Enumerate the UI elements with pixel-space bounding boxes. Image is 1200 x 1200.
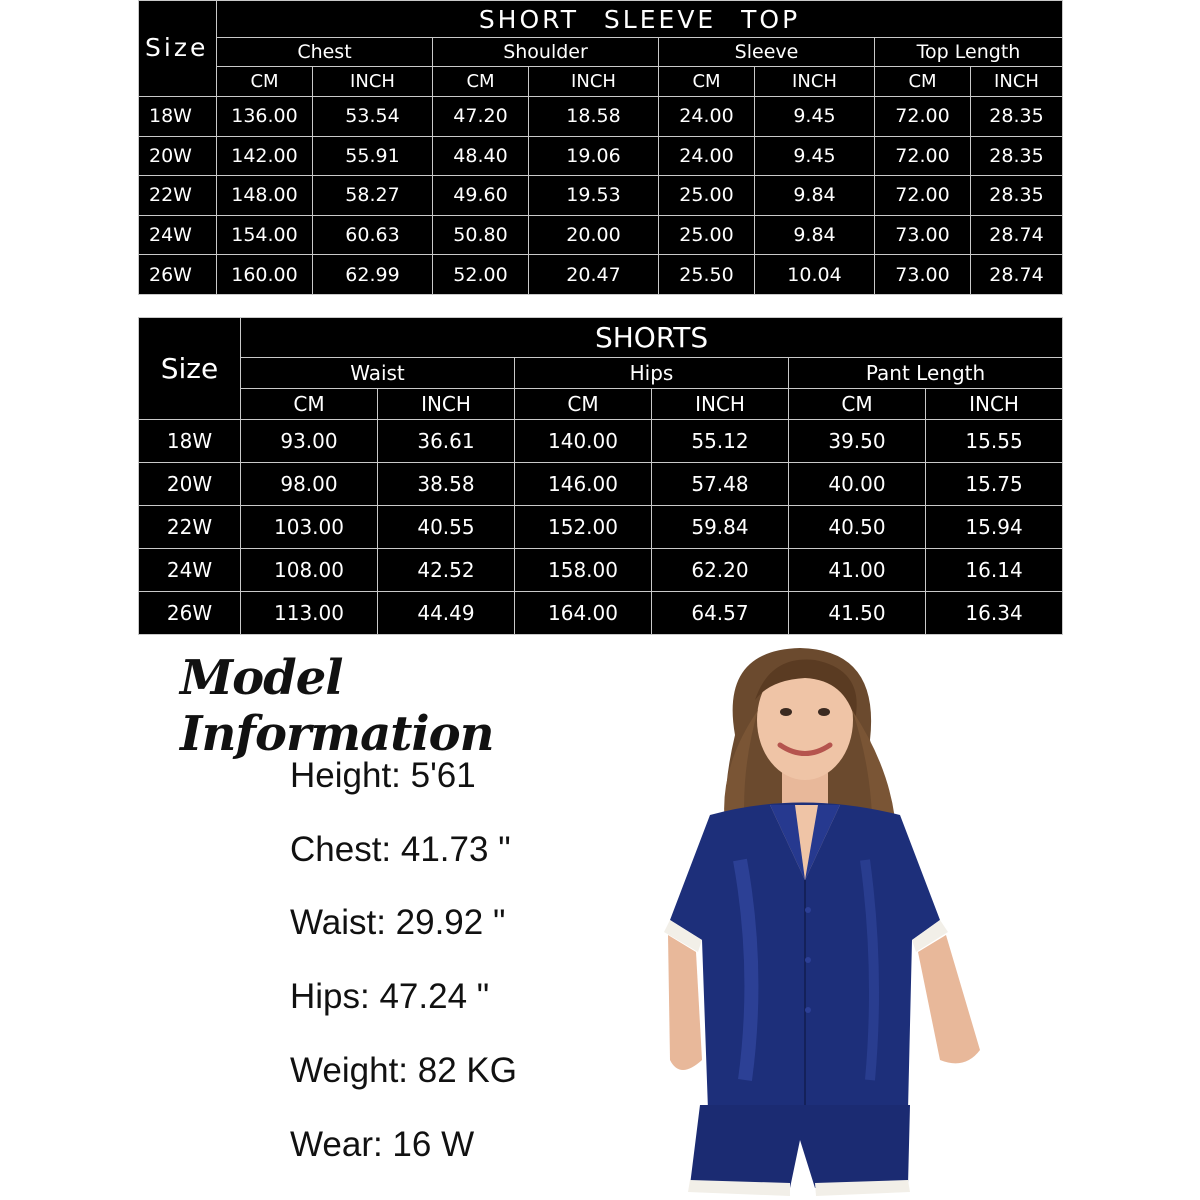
table-cell: 19.53 [529,176,659,216]
table-row [139,215,1063,255]
table-cell: 28.74 [971,255,1063,295]
top-unit: CM [659,67,755,97]
table-cell: 52.00 [433,255,529,295]
table-cell: 24.00 [659,136,755,176]
size-cell: 24W [139,215,217,255]
shorts-group-pant-length: Pant Length [789,358,1063,389]
top-unit: CM [433,67,529,97]
table-cell: 41.50 [789,592,926,635]
shorts-size-chart [138,317,1063,635]
model-photo [640,640,1020,1200]
model-chest: Chest: 41.73 " [290,830,511,869]
table-cell: 49.60 [433,176,529,216]
top-unit: CM [217,67,313,97]
table-cell: 93.00 [241,420,378,463]
table-cell: 72.00 [875,97,971,137]
table-cell: 20.47 [529,255,659,295]
top-unit: INCH [971,67,1063,97]
table-cell: 19.06 [529,136,659,176]
eye-right [818,708,830,716]
top-unit: INCH [313,67,433,97]
table-cell: 25.00 [659,176,755,216]
table-row [139,136,1063,176]
table-cell: 152.00 [515,506,652,549]
table-cell: 25.50 [659,255,755,295]
top-group-shoulder: Shoulder [433,38,659,67]
table-cell: 72.00 [875,176,971,216]
top-group-chest: Chest [217,38,433,67]
table-cell: 9.45 [755,136,875,176]
table-cell: 24.00 [659,97,755,137]
table-row [139,420,1063,463]
table-cell: 40.00 [789,463,926,506]
size-cell: 26W [139,255,217,295]
table-cell: 20.00 [529,215,659,255]
table-cell: 146.00 [515,463,652,506]
model-waist: Waist: 29.92 " [290,903,506,942]
table-cell: 10.04 [755,255,875,295]
eye-left [780,708,792,716]
top-unit: INCH [529,67,659,97]
shorts-size-header: Size [139,318,241,420]
table-row [139,176,1063,216]
table-cell: 18.58 [529,97,659,137]
table-cell: 62.20 [652,549,789,592]
table-cell: 9.84 [755,176,875,216]
table-cell: 15.94 [926,506,1063,549]
table-cell: 47.20 [433,97,529,137]
table-cell: 158.00 [515,549,652,592]
table-cell: 154.00 [217,215,313,255]
table-cell: 44.49 [378,592,515,635]
table-row [139,549,1063,592]
table-cell: 62.99 [313,255,433,295]
size-cell: 18W [139,420,241,463]
button-icon [805,957,811,963]
table-cell: 48.40 [433,136,529,176]
top-table-title: SHORT SLEEVE TOP [217,1,1063,38]
table-cell: 103.00 [241,506,378,549]
table-cell: 136.00 [217,97,313,137]
top-group-sleeve: Sleeve [659,38,875,67]
shorts-unit: INCH [926,389,1063,420]
table-cell: 73.00 [875,215,971,255]
table-cell: 148.00 [217,176,313,216]
table-cell: 36.61 [378,420,515,463]
table-cell: 55.12 [652,420,789,463]
size-cell: 20W [139,463,241,506]
table-row [139,592,1063,635]
table-cell: 42.52 [378,549,515,592]
shorts-table-title: SHORTS [241,318,1063,358]
table-cell: 64.57 [652,592,789,635]
table-row [139,97,1063,137]
arm-left [668,935,702,1070]
model-hips: Hips: 47.24 " [290,977,490,1016]
table-cell: 55.91 [313,136,433,176]
table-cell: 41.00 [789,549,926,592]
model-weight: Weight: 82 KG [290,1051,517,1090]
table-cell: 38.58 [378,463,515,506]
size-cell: 26W [139,592,241,635]
table-cell: 15.55 [926,420,1063,463]
table-cell: 140.00 [515,420,652,463]
table-cell: 60.63 [313,215,433,255]
size-cell: 20W [139,136,217,176]
table-row [139,463,1063,506]
table-cell: 113.00 [241,592,378,635]
table-cell: 25.00 [659,215,755,255]
shorts-unit: INCH [378,389,515,420]
table-cell: 40.50 [789,506,926,549]
satin-shorts [690,1105,910,1188]
top-unit: CM [875,67,971,97]
table-cell: 28.35 [971,97,1063,137]
table-cell: 39.50 [789,420,926,463]
size-cell: 22W [139,506,241,549]
table-cell: 16.14 [926,549,1063,592]
table-row [139,506,1063,549]
top-size-header: Size [139,1,217,97]
table-cell: 9.45 [755,97,875,137]
table-cell: 57.48 [652,463,789,506]
arm-right [918,935,980,1063]
table-cell: 28.35 [971,136,1063,176]
top-unit: INCH [755,67,875,97]
table-cell: 58.27 [313,176,433,216]
table-cell: 15.75 [926,463,1063,506]
model-info-heading: Model Information [180,650,494,762]
table-cell: 59.84 [652,506,789,549]
table-cell: 164.00 [515,592,652,635]
table-cell: 72.00 [875,136,971,176]
table-row [139,255,1063,295]
table-cell: 28.35 [971,176,1063,216]
shorts-unit: CM [241,389,378,420]
table-cell: 9.84 [755,215,875,255]
table-cell: 73.00 [875,255,971,295]
size-cell: 22W [139,176,217,216]
table-cell: 98.00 [241,463,378,506]
table-cell: 50.80 [433,215,529,255]
model-wear-size: Wear: 16 W [290,1125,475,1164]
table-cell: 40.55 [378,506,515,549]
shorts-unit: CM [515,389,652,420]
size-cell: 24W [139,549,241,592]
shorts-unit: INCH [652,389,789,420]
top-size-chart [138,0,1063,295]
shorts-unit: CM [789,389,926,420]
shorts-group-hips: Hips [515,358,789,389]
table-cell: 108.00 [241,549,378,592]
table-cell: 142.00 [217,136,313,176]
model-height: Height: 5'61 [290,756,476,795]
shorts-group-waist: Waist [241,358,515,389]
button-icon [805,907,811,913]
button-icon [805,1007,811,1013]
top-group-top-length: Top Length [875,38,1063,67]
table-cell: 28.74 [971,215,1063,255]
table-cell: 16.34 [926,592,1063,635]
size-cell: 18W [139,97,217,137]
table-cell: 53.54 [313,97,433,137]
table-cell: 160.00 [217,255,313,295]
